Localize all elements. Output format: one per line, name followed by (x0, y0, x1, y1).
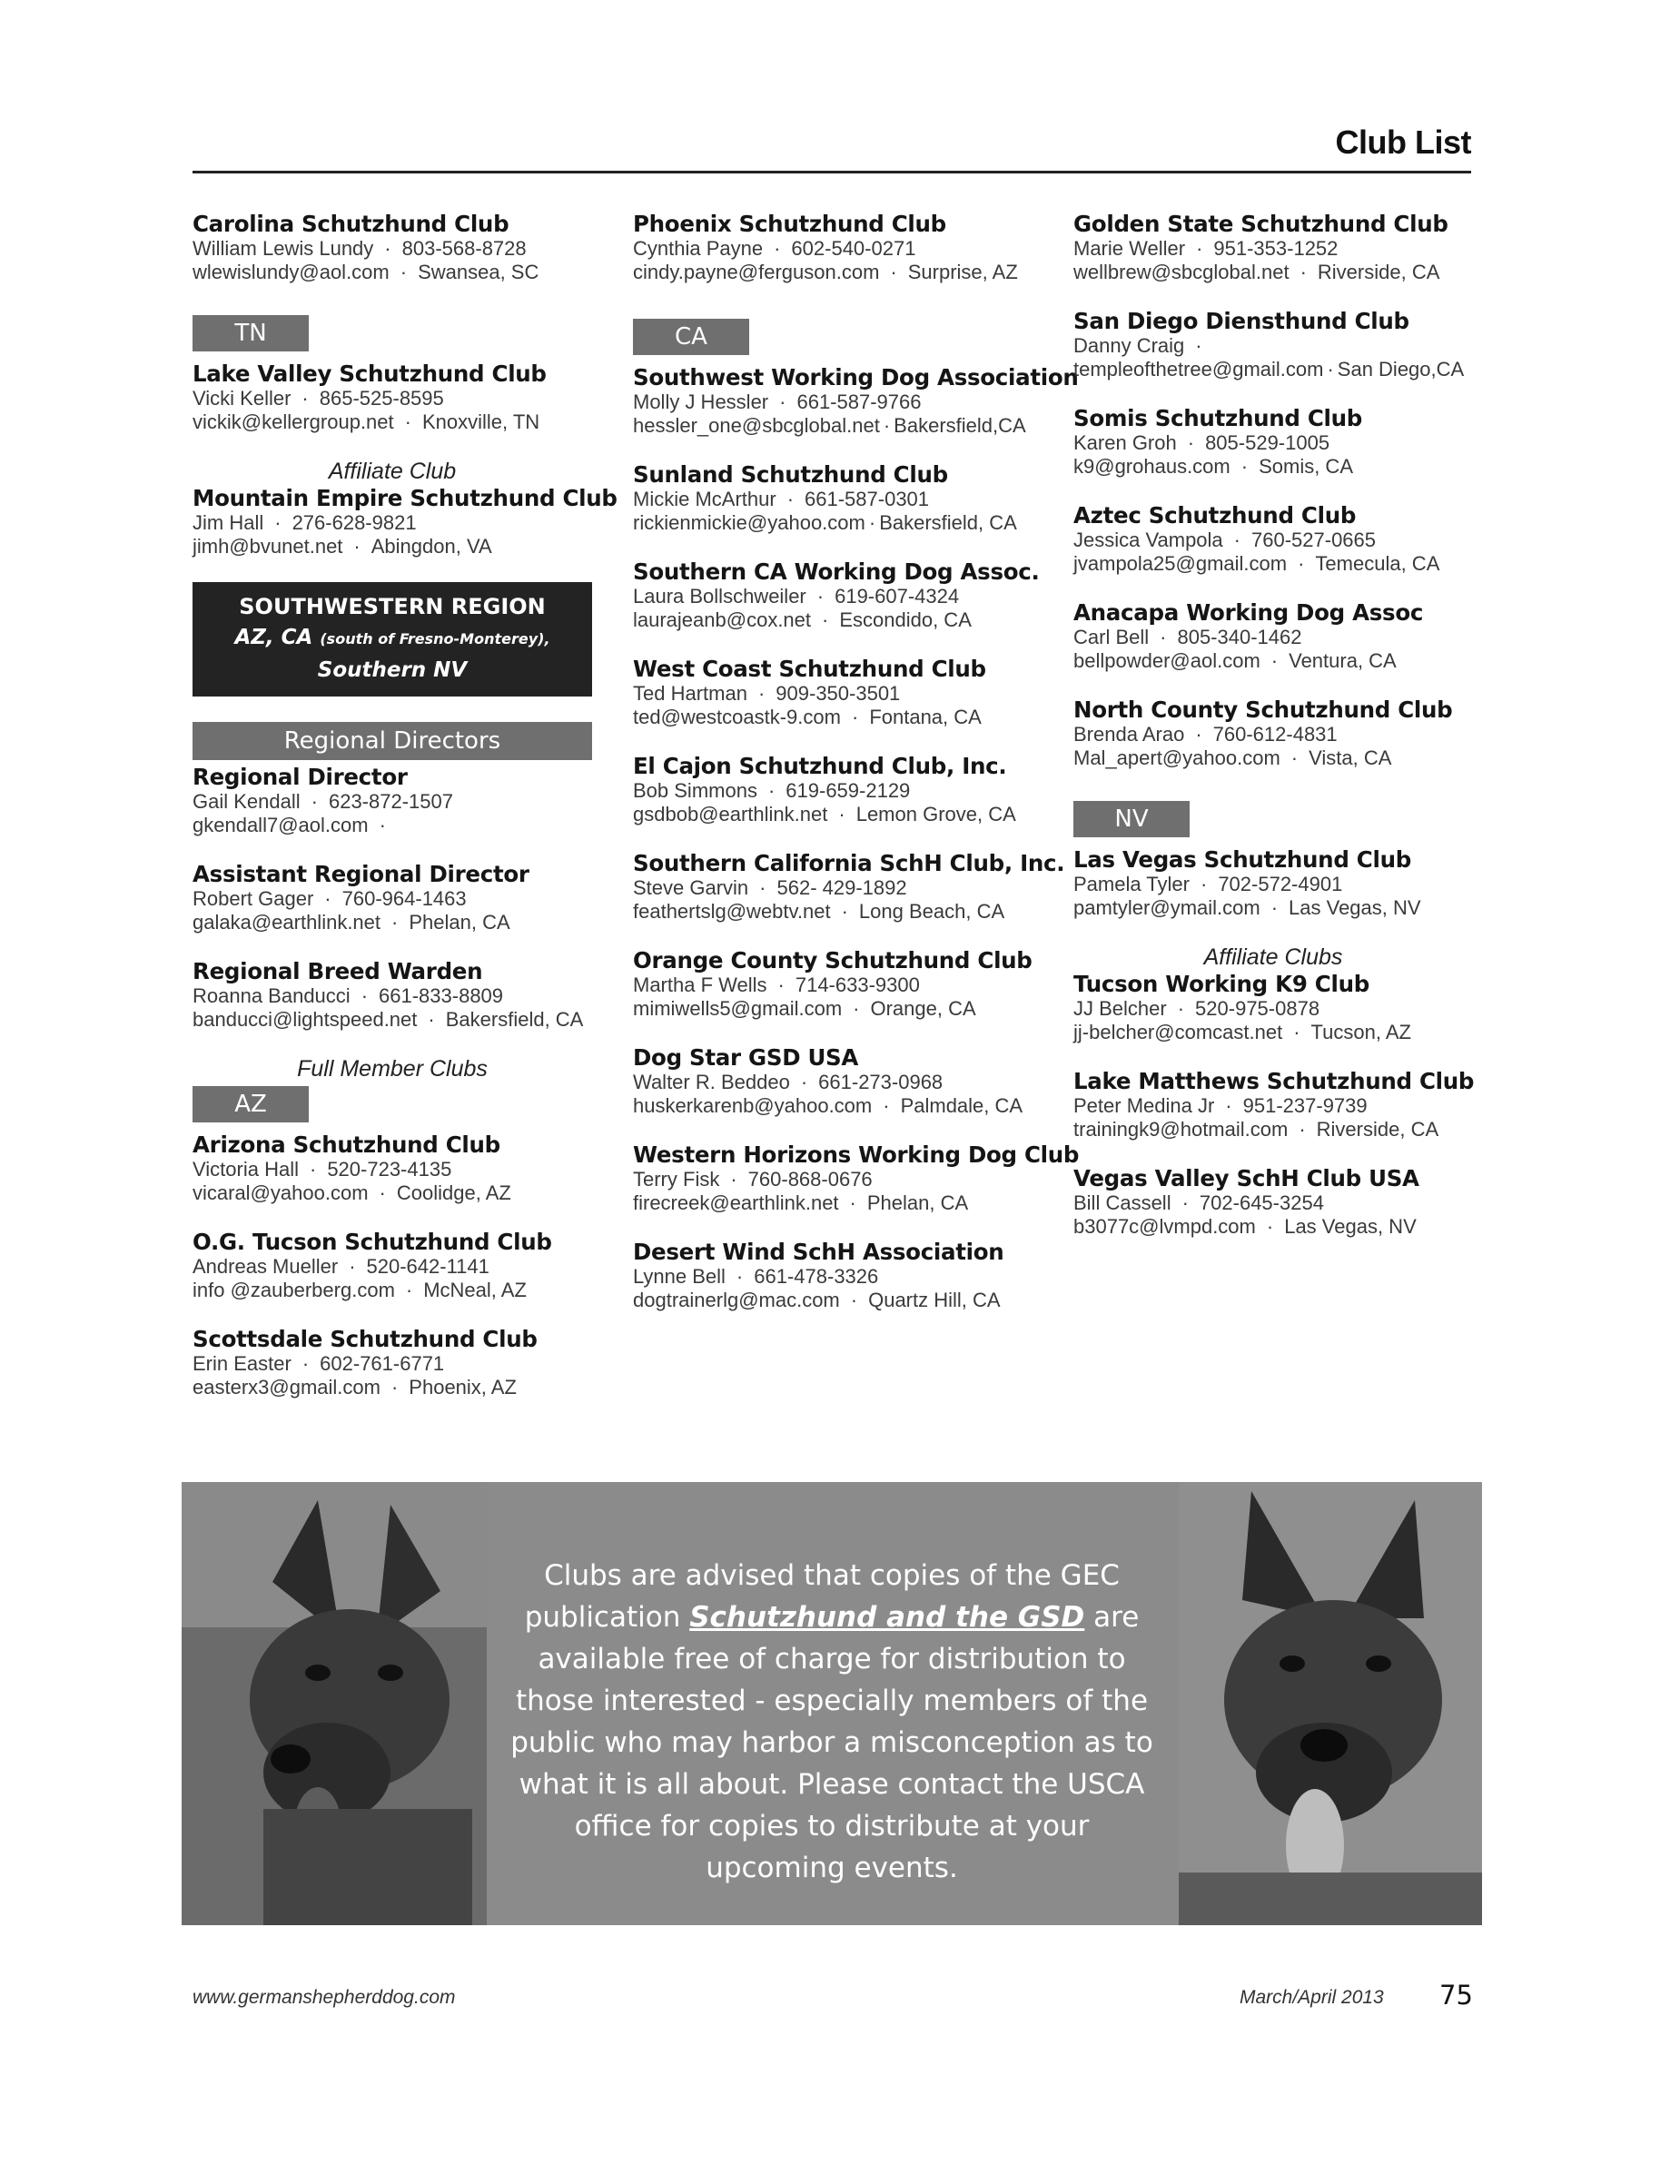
club-name: O.G. Tucson Schutzhund Club (193, 1229, 552, 1255)
region-states (200, 622, 585, 655)
contact-name: Brenda Arao (1073, 723, 1185, 746)
club-entry: Lake Valley Schutzhund Club Vicki Keller · 865-525-8595 vickik@kellergroup.net · Knoxville, TN (193, 361, 592, 434)
city: Long Beach, CA (858, 900, 1005, 923)
gec-banner (182, 1482, 1482, 1925)
contact-name: Ted Hartman (633, 682, 747, 705)
director-entry: Regional Director Gail Kendall · 623-872-1507 gkendall7@aol.com · (193, 764, 592, 837)
title-rule (193, 171, 1471, 173)
contact-name: Peter Medina Jr (1073, 1094, 1215, 1117)
banner-message (509, 1555, 1155, 1889)
phone: 805-340-1462 (1177, 626, 1302, 648)
column-1 (193, 211, 618, 1423)
page-number: 75 (1439, 1980, 1473, 2011)
club-name: Anacapa Working Dog Assoc (1073, 599, 1424, 626)
club-entry: Phoenix Schutzhund Club Cynthia Payne · 602-540-0271 cindy.payne@ferguson.com · Surprise, AZ (633, 211, 1033, 284)
club-name: Arizona Schutzhund Club (193, 1132, 500, 1158)
email: trainingk9@hotmail.com (1073, 1118, 1289, 1141)
city: Temecula, CA (1315, 552, 1440, 575)
city: Palmdale, CA (900, 1094, 1023, 1117)
email: huskerkarenb@yahoo.com (633, 1094, 873, 1117)
phone: 951-237-9739 (1242, 1094, 1368, 1117)
club-name: Somis Schutzhund Club (1073, 405, 1362, 431)
contact-name: Bill Cassell (1073, 1191, 1171, 1214)
city: Escondido, CA (839, 608, 972, 631)
full-member-heading: Full Member Clubs (297, 1056, 488, 1082)
club-entry: Scottsdale Schutzhund Club Erin Easter · 602-761-6771 easterx3@gmail.com · Phoenix, AZ (193, 1326, 592, 1399)
role-title: Regional Breed Warden (193, 958, 483, 984)
email: wellbrew@sbcglobal.net (1073, 261, 1290, 283)
club-entry: Carolina Schutzhund Club William Lewis Lundy · 803-568-8728 wlewislundy@aol.com · Swansea, SC (193, 211, 592, 284)
role-title: Regional Director (193, 764, 408, 790)
club-entry: Arizona Schutzhund Club Victoria Hall · 520-723-4135 vicaral@yahoo.com · Coolidge, AZ (193, 1132, 592, 1205)
phone: 702-645-3254 (1199, 1191, 1324, 1214)
contact-name: JJ Belcher (1073, 997, 1167, 1020)
city: Tucson, AZ (1310, 1021, 1411, 1043)
email: vicaral@yahoo.com (193, 1181, 369, 1204)
state-tab-az: AZ (193, 1086, 309, 1122)
email: vickik@kellergroup.net (193, 410, 394, 433)
email: hessler_one@sbcglobal.net (633, 414, 880, 437)
city: Riverside, CA (1317, 261, 1440, 283)
email: firecreek@earthlink.net (633, 1191, 839, 1214)
club-entry: Tucson Working K9 Club JJ Belcher · 520-975-0878 jj-belcher@comcast.net · Tucson, AZ (1073, 971, 1473, 1044)
email: mimiwells5@gmail.com (633, 997, 843, 1020)
phone: 623-872-1507 (328, 790, 453, 813)
email: jvampola25@gmail.com (1073, 552, 1288, 575)
city: San Diego,CA (1337, 358, 1465, 380)
contact-name: Erin Easter (193, 1352, 292, 1375)
club-entry: Lake Matthews Schutzhund Club Peter Medina Jr · 951-237-9739 trainingk9@hotmail.com · Riverside, CA (1073, 1068, 1475, 1141)
contact-name: Carl Bell (1073, 626, 1150, 648)
contact-name: Vicki Keller (193, 387, 292, 410)
club-name: Lake Valley Schutzhund Club (193, 361, 547, 387)
city: Phoenix, AZ (409, 1376, 517, 1398)
phone: 760-868-0676 (747, 1168, 873, 1191)
city: Ventura, CA (1289, 649, 1397, 672)
club-entry: Golden State Schutzhund Club Marie Weller · 951-353-1252 wellbrew@sbcglobal.net · Riverside, CA (1073, 211, 1473, 284)
email: jj-belcher@comcast.net (1073, 1021, 1283, 1043)
club-name: Dog Star GSD USA (633, 1044, 859, 1071)
phone: 619-659-2129 (786, 779, 911, 802)
club-name: West Coast Schutzhund Club (633, 656, 986, 682)
club-name: Southern CA Working Dog Assoc. (633, 558, 1040, 585)
email: Mal_apert@yahoo.com (1073, 746, 1280, 769)
club-name: Vegas Valley SchH Club USA (1073, 1165, 1419, 1191)
column-3 (1073, 211, 1473, 1262)
phone: 562- 429-1892 (776, 876, 907, 899)
club-entry: Sunland Schutzhund Club Mickie McArthur · 661-587-0301 rickienmickie@yahoo.com · Bakersfield, CA (633, 461, 1033, 535)
city: Riverside, CA (1316, 1118, 1439, 1141)
region-states-main: AZ, CA (234, 626, 313, 649)
phone: 803-568-8728 (401, 237, 527, 260)
phone: 760-964-1463 (341, 887, 467, 910)
contact-name: Molly J Hessler (633, 390, 769, 413)
club-name: Tucson Working K9 Club (1073, 971, 1369, 997)
club-entry: Anacapa Working Dog Assoc Carl Bell · 805-340-1462 bellpowder@aol.com · Ventura, CA (1073, 599, 1473, 673)
city: Orange, CA (870, 997, 976, 1020)
contact-name: Bob Simmons (633, 779, 757, 802)
email: gsdbob@earthlink.net (633, 803, 828, 825)
contact-name: Jim Hall (193, 511, 264, 534)
club-name: Sunland Schutzhund Club (633, 461, 948, 488)
phone: 805-529-1005 (1205, 431, 1330, 454)
phone: 865-525-8595 (319, 387, 444, 410)
email: b3077c@lvmpd.com (1073, 1215, 1256, 1238)
email: ted@westcoastk-9.com (633, 706, 841, 728)
club-name: Orange County Schutzhund Club (633, 947, 1033, 973)
contact-name: Lynne Bell (633, 1265, 726, 1288)
club-name: El Cajon Schutzhund Club, Inc. (633, 753, 1007, 779)
regional-directors-bar: Regional Directors (193, 722, 592, 760)
contact-name: Walter R. Beddeo (633, 1071, 790, 1093)
email: rickienmickie@yahoo.com (633, 511, 865, 534)
email: galaka@earthlink.net (193, 911, 381, 934)
city: Quartz Hill, CA (868, 1289, 1001, 1311)
phone: 661-587-9766 (796, 390, 922, 413)
email: banducci@lightspeed.net (193, 1008, 418, 1031)
club-entry: Southwest Working Dog Association Molly J Hessler · 661-587-9766 hessler_one@sbcglobal.net · Bakersfield,CA (633, 364, 1079, 437)
city: Bakersfield,CA (894, 414, 1026, 437)
phone: 714-633-9300 (795, 973, 920, 996)
footer-url: www.germanshepherddog.com (193, 1987, 456, 2008)
role-title: Assistant Regional Director (193, 861, 529, 887)
city: Las Vegas, NV (1284, 1215, 1417, 1238)
phone: 661-478-3326 (754, 1265, 879, 1288)
phone: 661-273-0968 (818, 1071, 944, 1093)
email: jimh@bvunet.net (193, 535, 343, 558)
club-entry: Southern California SchH Club, Inc. Steve Garvin · 562- 429-1892 feathertslg@webtv.net · Long Beach, CA (633, 850, 1065, 923)
phone: 619-607-4324 (835, 585, 960, 608)
footer-date: March/April 2013 (1240, 1987, 1384, 2008)
club-entry: Mountain Empire Schutzhund Club Jim Hall · 276-628-9821 jimh@bvunet.net · Abingdon, VA (193, 485, 618, 558)
city: Fontana, CA (869, 706, 982, 728)
club-entry: Dog Star GSD USA Walter R. Beddeo · 661-273-0968 huskerkarenb@yahoo.com · Palmdale, CA (633, 1044, 1033, 1118)
phone: 520-642-1141 (366, 1255, 489, 1278)
club-entry: West Coast Schutzhund Club Ted Hartman · 909-350-3501 ted@westcoastk-9.com · Fontana, CA (633, 656, 1033, 729)
club-name: Desert Wind SchH Association (633, 1239, 1004, 1265)
contact-name: Jessica Vampola (1073, 529, 1223, 551)
email: feathertslg@webtv.net (633, 900, 831, 923)
phone: 520-723-4135 (327, 1158, 452, 1181)
email: dogtrainerlg@mac.com (633, 1289, 840, 1311)
contact-name: Laura Bollschweiler (633, 585, 806, 608)
contact-name: Cynthia Payne (633, 237, 764, 260)
phone: 661-833-8809 (379, 984, 504, 1007)
publication-title: Schutzhund and the GSD (689, 1601, 1085, 1634)
club-entry: Orange County Schutzhund Club Martha F Wells · 714-633-9300 mimiwells5@gmail.com · Orange, CA (633, 947, 1033, 1020)
german-shepherd-illustration (182, 1482, 487, 1925)
city: Somis, CA (1259, 455, 1353, 478)
phone: 520-975-0878 (1195, 997, 1320, 1020)
city: Phelan, CA (409, 911, 510, 934)
club-entry: El Cajon Schutzhund Club, Inc. Bob Simmons · 619-659-2129 gsdbob@earthlink.net · Lemon Grove, CA (633, 753, 1033, 826)
city: Vista, CA (1309, 746, 1392, 769)
german-shepherd-illustration (1179, 1482, 1482, 1925)
email: templeofthetree@gmail.com (1073, 358, 1324, 380)
email: bellpowder@aol.com (1073, 649, 1260, 672)
club-name: San Diego Diensthund Club (1073, 308, 1409, 334)
director-entry: Regional Breed Warden Roanna Banducci · 661-833-8809 banducci@lightspeed.net · Bakersfield, CA (193, 958, 592, 1032)
club-name: Mountain Empire Schutzhund Club (193, 485, 618, 511)
contact-name: William Lewis Lundy (193, 237, 374, 260)
contact-name: Robert Gager (193, 887, 314, 910)
club-name: Phoenix Schutzhund Club (633, 211, 946, 237)
phone: 951-353-1252 (1213, 237, 1339, 260)
city: Knoxville, TN (421, 410, 540, 433)
city: Bakersfield, CA (879, 511, 1017, 534)
contact-name: Gail Kendall (193, 790, 301, 813)
city: Surprise, AZ (907, 261, 1018, 283)
email: wlewislundy@aol.com (193, 261, 390, 283)
region-states-note: (south of Fresno-Monterey), (320, 630, 550, 647)
contact-name: Martha F Wells (633, 973, 767, 996)
city: Phelan, CA (866, 1191, 969, 1214)
club-entry: O.G. Tucson Schutzhund Club Andreas Mueller · 520-642-1141 info @zauberberg.com · McNeal, AZ (193, 1229, 592, 1302)
club-name: Lake Matthews Schutzhund Club (1073, 1068, 1475, 1094)
club-entry: Southern CA Working Dog Assoc. Laura Bollschweiler · 619-607-4324 laurajeanb@cox.net · Escondido, CA (633, 558, 1040, 631)
club-entry: Aztec Schutzhund Club Jessica Vampola · 760-527-0665 jvampola25@gmail.com · Temecula, CA (1073, 502, 1473, 576)
club-name: Aztec Schutzhund Club (1073, 502, 1357, 529)
contact-name: Victoria Hall (193, 1158, 299, 1181)
club-entry: Somis Schutzhund Club Karen Groh · 805-529-1005 k9@grohaus.com · Somis, CA (1073, 405, 1473, 479)
phone: 760-612-4831 (1212, 723, 1338, 746)
contact-name: Danny Craig (1073, 334, 1185, 357)
club-name: Southwest Working Dog Association (633, 364, 1079, 390)
email: gkendall7@aol.com (193, 814, 369, 836)
column-2 (633, 211, 1080, 1336)
affiliate-clubs-heading: Affiliate Clubs (1203, 944, 1343, 970)
contact-name: Marie Weller (1073, 237, 1186, 260)
banner-text-before: Clubs are advised that copies of the GEC publication (524, 1559, 1120, 1634)
contact-name: Mickie McArthur (633, 488, 776, 510)
contact-name: Andreas Mueller (193, 1255, 339, 1278)
club-entry: San Diego Diensthund Club Danny Craig · templeofthetree@gmail.com · San Diego,CA (1073, 308, 1473, 381)
club-name: Southern California SchH Club, Inc. (633, 850, 1065, 876)
dog-photo-right (1179, 1482, 1482, 1925)
city: Swansea, SC (418, 261, 539, 283)
region-title: SOUTHWESTERN REGION (239, 594, 546, 619)
email: info @zauberberg.com (193, 1279, 395, 1301)
phone: 602-540-0271 (791, 237, 916, 260)
club-name: Western Horizons Working Dog Club (633, 1141, 1080, 1168)
contact-name: Terry Fisk (633, 1168, 720, 1191)
email: cindy.payne@ferguson.com (633, 261, 880, 283)
director-entry: Assistant Regional Director Robert Gager · 760-964-1463 galaka@earthlink.net · Phelan, CA (193, 861, 592, 934)
contact-name: Roanna Banducci (193, 984, 351, 1007)
dog-photo-left (182, 1482, 487, 1925)
club-name: Carolina Schutzhund Club (193, 211, 509, 237)
club-entry: Western Horizons Working Dog Club Terry Fisk · 760-868-0676 firecreek@earthlink.net · Phelan, CA (633, 1141, 1080, 1214)
club-entry: Desert Wind SchH Association Lynne Bell · 661-478-3326 dogtrainerlg@mac.com · Quartz Hill, CA (633, 1239, 1033, 1312)
banner-text-after: are available free of charge for distribution to those interested - especially members of the public who may harbor a misconception as to what it is all about. Please contact the USCA office for copies to distribute at your upcoming events. (510, 1601, 1153, 1884)
phone: 276-628-9821 (292, 511, 417, 534)
club-name: Las Vegas Schutzhund Club (1073, 846, 1411, 873)
city: Las Vegas, NV (1289, 896, 1421, 919)
state-tab-tn: TN (193, 315, 309, 351)
email: easterx3@gmail.com (193, 1376, 380, 1398)
contact-name: Steve Garvin (633, 876, 749, 899)
club-entry: North County Schutzhund Club Brenda Arao · 760-612-4831 Mal_apert@yahoo.com · Vista, CA (1073, 697, 1473, 770)
club-name: Golden State Schutzhund Club (1073, 211, 1448, 237)
contact-name: Karen Groh (1073, 431, 1177, 454)
page-title: Club List (1335, 124, 1471, 161)
state-tab-nv: NV (1073, 801, 1190, 837)
email: pamtyler@ymail.com (1073, 896, 1260, 919)
phone: 909-350-3501 (776, 682, 901, 705)
state-tab-ca: CA (633, 319, 749, 355)
city: Bakersfield, CA (445, 1008, 584, 1031)
city: Lemon Grove, CA (855, 803, 1016, 825)
club-entry: Las Vegas Schutzhund Club Pamela Tyler · 702-572-4901 pamtyler@ymail.com · Las Vegas, NV (1073, 846, 1473, 920)
phone: 760-527-0665 (1251, 529, 1377, 551)
email: laurajeanb@cox.net (633, 608, 812, 631)
phone: 602-761-6771 (320, 1352, 445, 1375)
phone: 702-572-4901 (1218, 873, 1343, 895)
email: k9@grohaus.com (1073, 455, 1230, 478)
region-box (193, 582, 592, 697)
phone: 661-587-0301 (805, 488, 930, 510)
city: McNeal, AZ (423, 1279, 527, 1301)
club-name: North County Schutzhund Club (1073, 697, 1453, 723)
contact-name: Pamela Tyler (1073, 873, 1190, 895)
region-nv: Southern NV (317, 658, 468, 682)
city: Abingdon, VA (371, 535, 492, 558)
club-entry: Vegas Valley SchH Club USA Bill Cassell · 702-645-3254 b3077c@lvmpd.com · Las Vegas, NV (1073, 1165, 1473, 1239)
city: Coolidge, AZ (396, 1181, 511, 1204)
club-name: Scottsdale Schutzhund Club (193, 1326, 538, 1352)
affiliate-heading: Affiliate Club (328, 459, 457, 484)
